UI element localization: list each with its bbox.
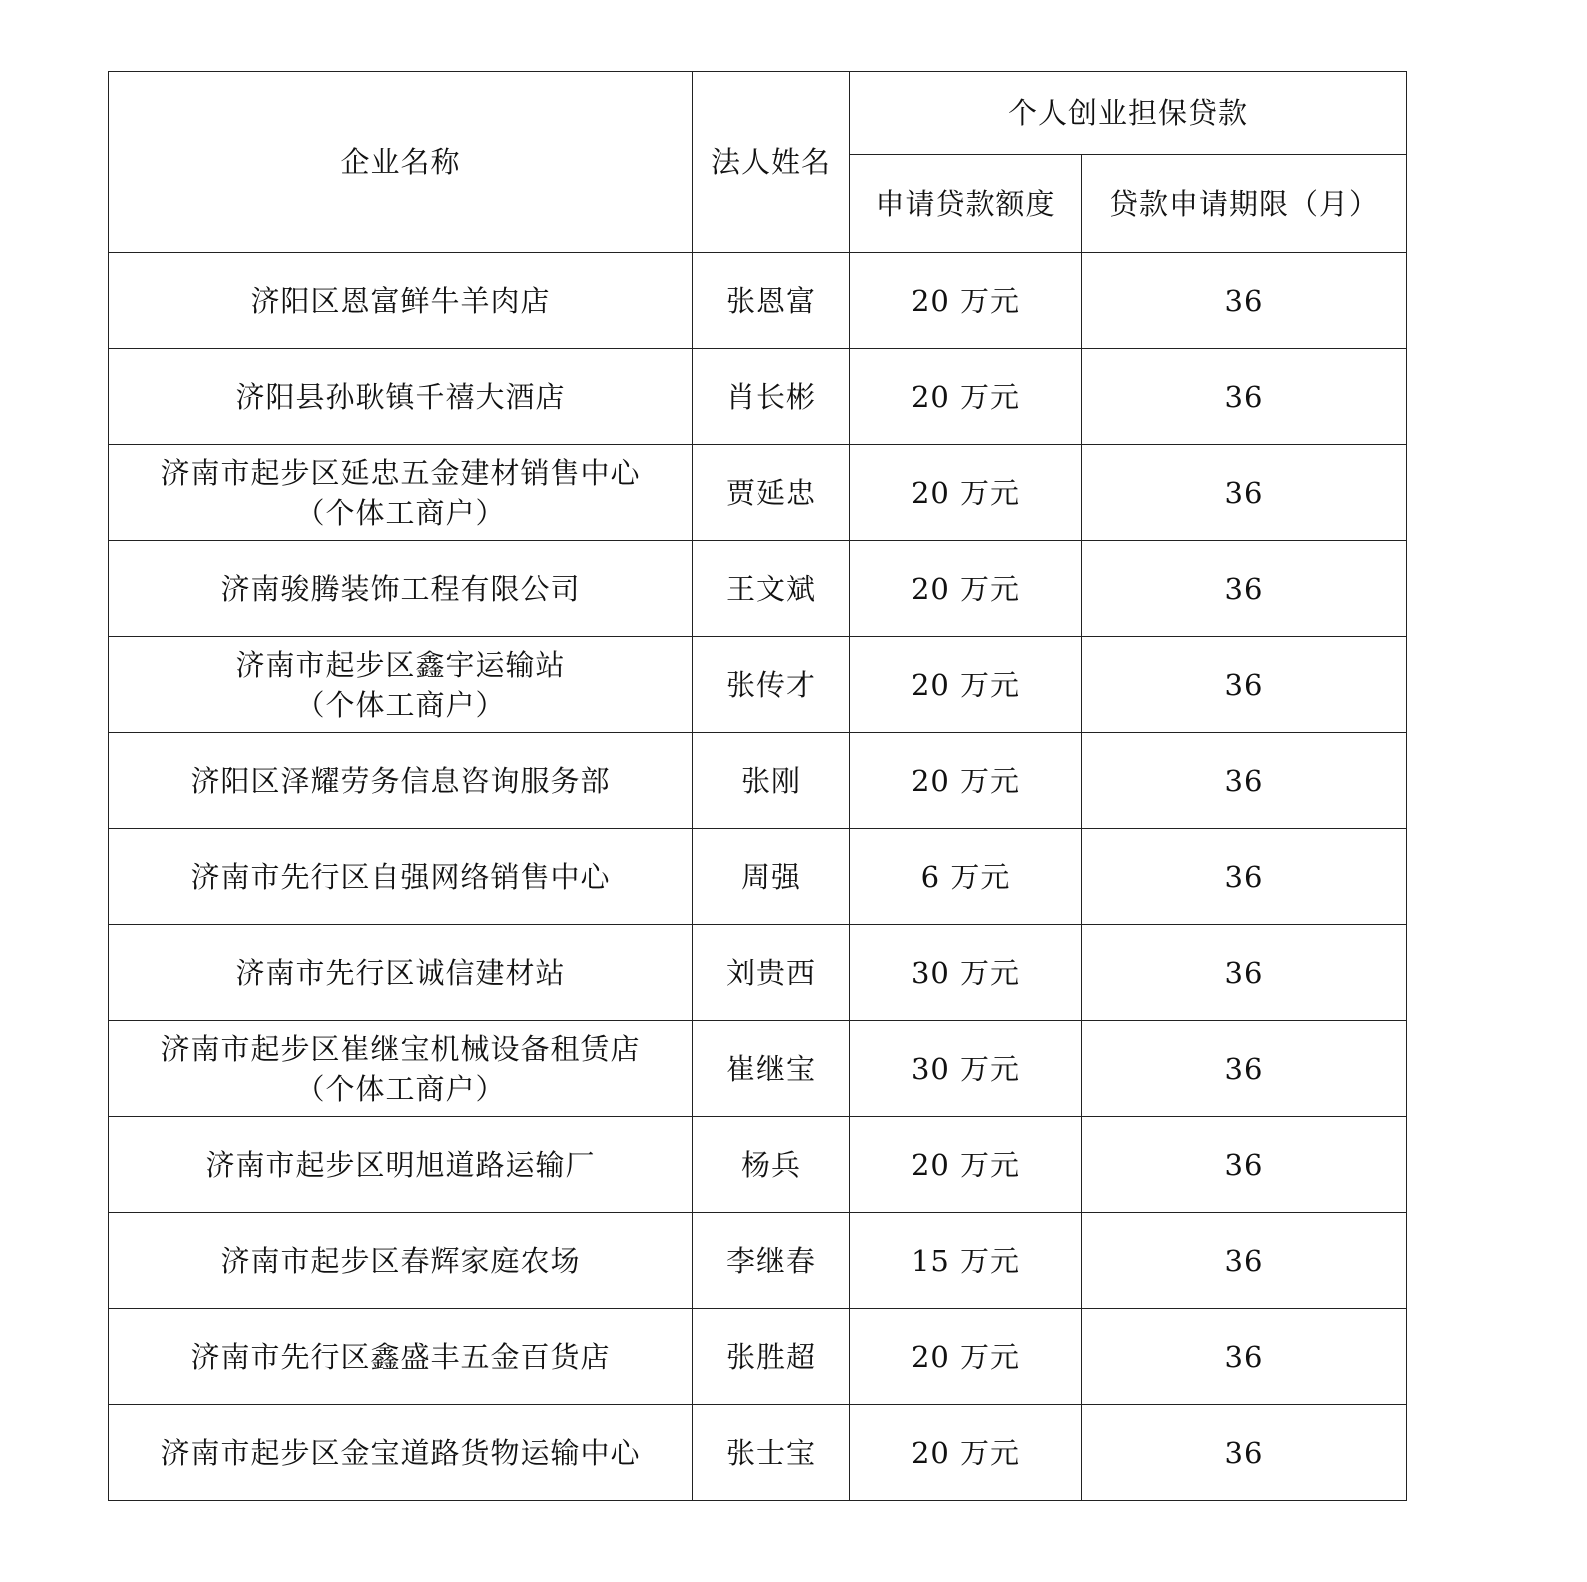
header-loan-amount: 申请贷款额度 bbox=[850, 155, 1082, 253]
loan-amount-cell: 15 万元 bbox=[850, 1213, 1082, 1309]
loan-term-cell: 36 bbox=[1082, 637, 1407, 733]
company-name-line: 济南市起步区鑫宇运输站 bbox=[235, 647, 566, 682]
loan-term-cell: 36 bbox=[1082, 1309, 1407, 1405]
company-name-line: 济南市先行区鑫盛丰五金百货店 bbox=[190, 1339, 611, 1374]
loan-term-cell: 36 bbox=[1082, 541, 1407, 637]
loan-amount-cell: 6 万元 bbox=[850, 829, 1082, 925]
loan-amount-cell: 20 万元 bbox=[850, 1405, 1082, 1501]
loan-amount-cell: 20 万元 bbox=[850, 1309, 1082, 1405]
loan-table bbox=[108, 71, 1407, 1501]
loan-amount-cell: 30 万元 bbox=[850, 925, 1082, 1021]
table-row bbox=[109, 1309, 1407, 1405]
loan-term-cell: 36 bbox=[1082, 1405, 1407, 1501]
legal-person-cell: 张恩富 bbox=[693, 253, 850, 349]
legal-person-cell: 王文斌 bbox=[693, 541, 850, 637]
loan-term-cell: 36 bbox=[1082, 349, 1407, 445]
company-name-cell bbox=[109, 349, 693, 445]
company-name-cell bbox=[109, 1213, 693, 1309]
loan-term-cell: 36 bbox=[1082, 925, 1407, 1021]
legal-person-cell: 张胜超 bbox=[693, 1309, 850, 1405]
company-name-line: 济南市起步区崔继宝机械设备租赁店 bbox=[160, 1031, 641, 1066]
table-row bbox=[109, 1117, 1407, 1213]
loan-amount-cell: 20 万元 bbox=[850, 637, 1082, 733]
company-name-line: 济南市先行区自强网络销售中心 bbox=[190, 859, 611, 894]
table-row bbox=[109, 541, 1407, 637]
loan-amount-cell: 30 万元 bbox=[850, 1021, 1082, 1117]
table-row bbox=[109, 1405, 1407, 1501]
table-row bbox=[109, 349, 1407, 445]
loan-amount-cell: 20 万元 bbox=[850, 541, 1082, 637]
legal-person-cell: 李继春 bbox=[693, 1213, 850, 1309]
loan-amount-cell: 20 万元 bbox=[850, 349, 1082, 445]
company-name-cell bbox=[109, 829, 693, 925]
header-company-name: 企业名称 bbox=[109, 72, 693, 253]
loan-term-cell: 36 bbox=[1082, 733, 1407, 829]
legal-person-cell: 肖长彬 bbox=[693, 349, 850, 445]
loan-term-cell: 36 bbox=[1082, 253, 1407, 349]
company-name-line: 济阳区泽耀劳务信息咨询服务部 bbox=[190, 763, 611, 798]
table-row bbox=[109, 445, 1407, 541]
company-name-line: （个体工商户） bbox=[295, 495, 506, 530]
company-name-cell bbox=[109, 1021, 693, 1117]
legal-person-cell: 周强 bbox=[693, 829, 850, 925]
loan-term-cell: 36 bbox=[1082, 829, 1407, 925]
loan-amount-cell: 20 万元 bbox=[850, 1117, 1082, 1213]
legal-person-cell: 贾延忠 bbox=[693, 445, 850, 541]
table-row bbox=[109, 1213, 1407, 1309]
table-row bbox=[109, 1021, 1407, 1117]
company-name-cell bbox=[109, 445, 693, 541]
loan-amount-cell: 20 万元 bbox=[850, 733, 1082, 829]
loan-term-cell: 36 bbox=[1082, 1213, 1407, 1309]
loan-amount-cell: 20 万元 bbox=[850, 253, 1082, 349]
loan-term-cell: 36 bbox=[1082, 1117, 1407, 1213]
loan-term-cell: 36 bbox=[1082, 1021, 1407, 1117]
company-name-line: （个体工商户） bbox=[295, 687, 506, 722]
company-name-cell bbox=[109, 733, 693, 829]
company-name-cell bbox=[109, 253, 693, 349]
legal-person-cell: 张传才 bbox=[693, 637, 850, 733]
company-name-line: （个体工商户） bbox=[295, 1071, 506, 1106]
header-loan-term: 贷款申请期限（月） bbox=[1082, 155, 1407, 253]
legal-person-cell: 杨兵 bbox=[693, 1117, 850, 1213]
company-name-line: 济南市起步区春辉家庭农场 bbox=[220, 1243, 581, 1278]
company-name-cell bbox=[109, 1117, 693, 1213]
table-row bbox=[109, 925, 1407, 1021]
legal-person-cell: 刘贵西 bbox=[693, 925, 850, 1021]
company-name-cell bbox=[109, 1309, 693, 1405]
company-name-line: 济南市起步区延忠五金建材销售中心 bbox=[160, 455, 641, 490]
company-name-cell bbox=[109, 541, 693, 637]
company-name-line: 济南市起步区金宝道路货物运输中心 bbox=[160, 1435, 641, 1470]
loan-term-cell: 36 bbox=[1082, 445, 1407, 541]
company-name-cell bbox=[109, 637, 693, 733]
legal-person-cell: 张刚 bbox=[693, 733, 850, 829]
company-name-cell bbox=[109, 1405, 693, 1501]
table-row bbox=[109, 733, 1407, 829]
company-name-line: 济阳县孙耿镇千禧大酒店 bbox=[235, 379, 566, 414]
header-loan-group: 个人创业担保贷款 bbox=[850, 72, 1407, 155]
company-name-line: 济南骏腾装饰工程有限公司 bbox=[220, 571, 581, 606]
table-header bbox=[109, 72, 1407, 253]
table-row bbox=[109, 253, 1407, 349]
table-row bbox=[109, 637, 1407, 733]
legal-person-cell: 崔继宝 bbox=[693, 1021, 850, 1117]
table-row bbox=[109, 829, 1407, 925]
company-name-line: 济南市起步区明旭道路运输厂 bbox=[205, 1147, 596, 1182]
company-name-line: 济阳区恩富鲜牛羊肉店 bbox=[250, 283, 551, 318]
company-name-cell bbox=[109, 925, 693, 1021]
company-name-line: 济南市先行区诚信建材站 bbox=[235, 955, 566, 990]
legal-person-cell: 张士宝 bbox=[693, 1405, 850, 1501]
loan-amount-cell: 20 万元 bbox=[850, 445, 1082, 541]
header-legal-person: 法人姓名 bbox=[693, 72, 850, 253]
table-body bbox=[109, 253, 1407, 1501]
